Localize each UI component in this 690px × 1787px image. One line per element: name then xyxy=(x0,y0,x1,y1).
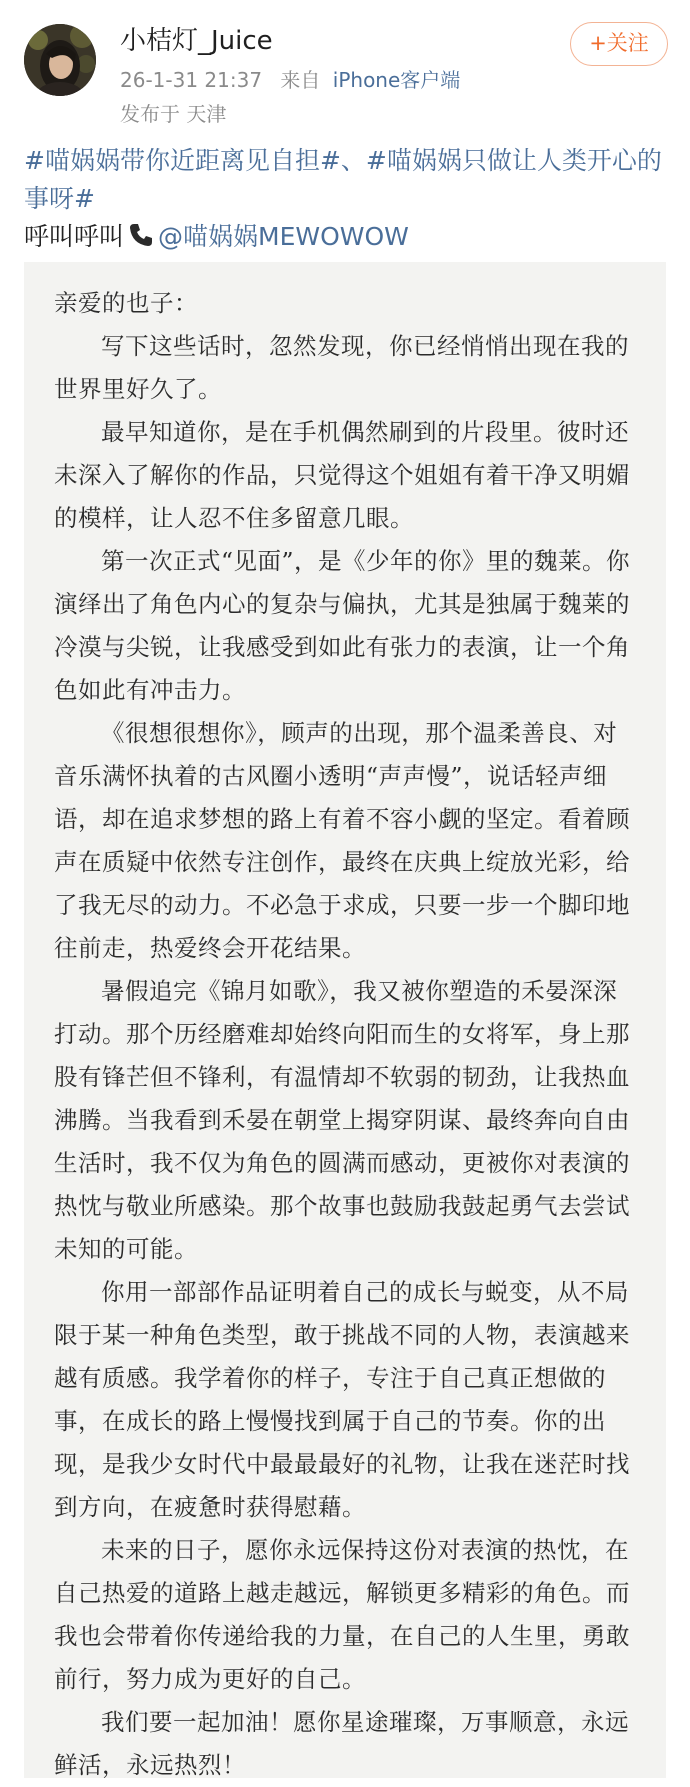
topic-tags[interactable]: #喵娲娲带你近距离见自担#、#喵娲娲只做让人类开心的事呀# xyxy=(24,146,662,213)
letter-greeting: 亲爱的也子： xyxy=(54,289,198,317)
letter-paragraph: 我们要一起加油！愿你星途璀璨，万事顺意，永远鲜活，永远热烈！ xyxy=(54,1708,629,1779)
letter-text xyxy=(54,282,638,1787)
phone-icon xyxy=(126,220,156,250)
source-client[interactable]: iPhone客户端 xyxy=(332,68,461,92)
post-header xyxy=(0,0,690,130)
letter-paragraph: 写下这些话时，忽然发现，你已经悄悄出现在我的世界里好久了。 xyxy=(54,332,629,403)
post-date: 26-1-31 21:37 xyxy=(120,68,263,92)
letter-paragraph: 《很想很想你》，顾声的出现，那个温柔善良、对音乐满怀执着的古风圈小透明“声声慢”，说话轻声细语，却在追求梦想的路上有着不容小觑的坚定。看着顾声在质疑中依然专注创作，最终在庆典上绽放光彩，给了我无尽的动力。不必急于求成，只要一步一个脚印地往前走，热爱终会开花结果。 xyxy=(54,719,630,962)
call-text: 呼叫呼叫 xyxy=(24,222,125,251)
avatar[interactable] xyxy=(24,24,96,96)
avatar-photo-icon xyxy=(24,24,96,96)
post-location: 发布于 天津 xyxy=(120,102,227,126)
letter-paragraph: 第一次正式“见面”，是《少年的你》里的魏莱。你演绎出了角色内心的复杂与偏执，尤其是独属于魏莱的冷漠与尖锐，让我感受到如此有张力的表演，让一个角色如此有冲击力。 xyxy=(54,547,631,704)
letter-paragraph: 你用一部部作品证明着自己的成长与蜕变，从不局限于某一种角色类型，敢于挑战不同的人物，表演越来越有质感。我学着你的样子，专注于自己真正想做的事，在成长的路上慢慢找到属于自己的节奏。你的出现，是我少女时代中最最最好的礼物，让我在迷茫时找到方向，在疲惫时获得慰藉。 xyxy=(54,1278,630,1521)
letter-paragraph: 最早知道你，是在手机偶然刷到的片段里。彼时还未深入了解你的作品，只觉得这个姐姐有着干净又明媚的模样，让人忍不住多留意几眼。 xyxy=(54,418,630,532)
user-mention-link[interactable]: @喵娲娲MEWOWOW xyxy=(158,222,409,251)
follow-button[interactable]: +关注 xyxy=(570,22,668,66)
source-prefix: 来自 xyxy=(280,68,321,92)
call-line xyxy=(24,218,409,256)
post-meta xyxy=(120,66,460,94)
letter-paragraph: 未来的日子，愿你永远保持这份对表演的热忱，在自己热爱的道路上越走越远，解锁更多精彩的角色。而我也会带着你传递给我的力量，在自己的人生里，勇敢前行，努力成为更好的自己。 xyxy=(54,1536,630,1693)
author-name[interactable]: 小桔灯_Juice xyxy=(120,26,273,56)
letter-image[interactable] xyxy=(24,262,666,1778)
letter-paragraph: 暑假追完《锦月如歌》，我又被你塑造的禾晏深深打动。那个历经磨难却始终向阳而生的女将军，身上那股有锋芒但不锋利，有温情却不软弱的韧劲，让我热血沸腾。当我看到禾晏在朝堂上揭穿阴谋、最终奔向自由生活时，我不仅为角色的圆满而感动，更被你对表演的热忱与敬业所感染。那个故事也鼓励我鼓起勇气去尝试未知的可能。 xyxy=(54,977,630,1263)
